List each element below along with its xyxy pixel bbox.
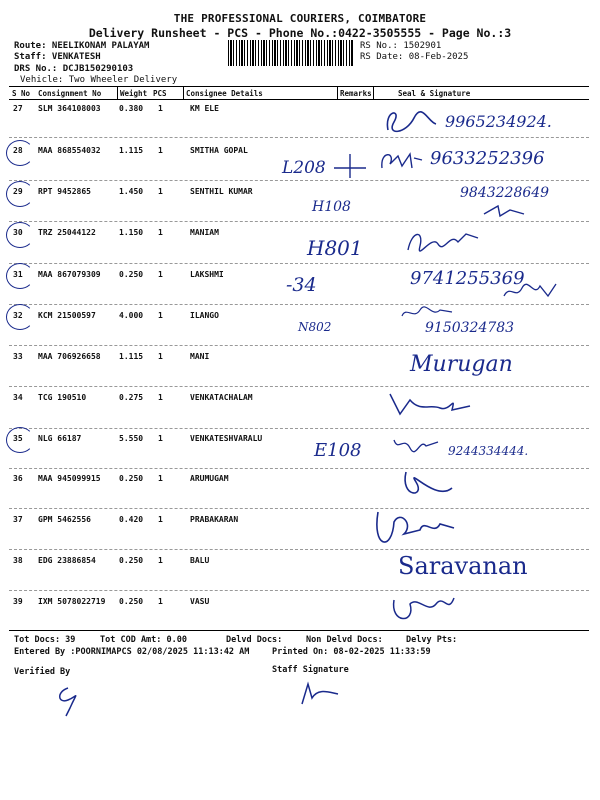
row-weight: 5.550 xyxy=(119,434,144,443)
remark-tick xyxy=(330,150,370,180)
vehicle-label: Vehicle: Two Wheeler Delivery xyxy=(20,75,178,85)
row-consignee: VASU xyxy=(190,597,210,606)
handwritten-remark: H108 xyxy=(312,199,351,215)
col-header-pcs: PCS xyxy=(153,89,167,98)
row-consignee: ARUMUGAM xyxy=(190,474,229,483)
route-label: Route: NEELIKONAM PALAYAM xyxy=(14,41,150,51)
signature-scribble xyxy=(388,590,458,626)
row-consignment: GPM 5462556 xyxy=(38,515,91,524)
signature-scribble xyxy=(386,386,486,422)
row-consignment: EDG 23886854 xyxy=(38,556,96,565)
row-pcs: 1 xyxy=(158,556,163,565)
handwritten-remark: L208 xyxy=(282,158,326,178)
row-consignment: MAA 945099915 xyxy=(38,474,101,483)
row-divider xyxy=(9,428,589,429)
row-pcs: 1 xyxy=(158,474,163,483)
table-header-rule xyxy=(9,99,589,100)
signature-scribble xyxy=(370,508,460,554)
handwritten-phone: 9633252396 xyxy=(430,148,545,169)
signature-scribble xyxy=(380,104,440,138)
signature-scribble xyxy=(376,146,426,176)
row-pcs: 1 xyxy=(158,597,163,606)
row-weight: 0.250 xyxy=(119,556,144,565)
col-header-consignment: Consignment No xyxy=(38,89,102,98)
row-pcs: 1 xyxy=(158,187,163,196)
row-consignment: TRZ 25044122 xyxy=(38,228,96,237)
row-sno: 31 xyxy=(13,270,23,279)
handwritten-remark: H801 xyxy=(307,236,363,260)
row-consignment: MAA 867079309 xyxy=(38,270,101,279)
row-sno: 29 xyxy=(13,187,23,196)
handwritten-name: Saravanan xyxy=(398,552,528,580)
row-consignment: MAA 868554032 xyxy=(38,146,101,155)
entered-by: Entered By :POORNIMAPCS 02/08/2025 11:13:42 AM xyxy=(14,647,250,657)
row-sno: 34 xyxy=(13,393,23,402)
row-divider xyxy=(9,468,589,469)
row-sno: 35 xyxy=(13,434,23,443)
row-consignee: MANIAM xyxy=(190,228,219,237)
handwritten-phone: 9965234924. xyxy=(445,112,552,131)
row-consignment: KCM 21500597 xyxy=(38,311,96,320)
row-weight: 1.115 xyxy=(119,146,144,155)
col-header-seal: Seal & Signature xyxy=(398,89,471,98)
verifier-signature xyxy=(52,684,82,718)
row-sno: 33 xyxy=(13,352,23,361)
row-weight: 1.450 xyxy=(119,187,144,196)
delivered-docs: Delvd Docs: xyxy=(226,635,283,645)
runsheet-title: Delivery Runsheet - PCS - Phone No.:0422-3505555 - Page No.:3 xyxy=(88,26,512,40)
col-header-weight: Weight xyxy=(120,89,148,98)
row-weight: 1.115 xyxy=(119,352,144,361)
rs-number: RS No.: 1502901 xyxy=(360,41,442,51)
row-sno: 27 xyxy=(13,104,23,113)
handwritten-remark: E108 xyxy=(314,440,362,461)
row-consignee: KM ELE xyxy=(190,104,219,113)
signature-scribble xyxy=(480,202,530,222)
row-weight: 1.150 xyxy=(119,228,144,237)
row-consignee: LAKSHMI xyxy=(190,270,224,279)
row-pcs: 1 xyxy=(158,515,163,524)
row-sno: 32 xyxy=(13,311,23,320)
row-divider xyxy=(9,590,589,591)
circle-mark xyxy=(6,140,34,166)
row-sno: 38 xyxy=(13,556,23,565)
circle-mark xyxy=(6,263,34,289)
circle-mark xyxy=(6,427,34,453)
company-name: THE PROFESSIONAL COURIERS, COIMBATORE xyxy=(173,12,427,25)
signature-scribble xyxy=(396,468,456,510)
col-header-sno: S No xyxy=(12,89,31,98)
verified-by-label: Verified By xyxy=(14,667,71,677)
row-weight: 0.380 xyxy=(119,104,144,113)
total-docs: Tot Docs: 39 xyxy=(14,635,76,645)
row-pcs: 1 xyxy=(158,270,163,279)
staff-label: Staff: VENKATESH xyxy=(14,52,101,62)
row-sno: 39 xyxy=(13,597,23,606)
staff-signature xyxy=(298,678,342,708)
row-consignee: ILANGO xyxy=(190,311,219,320)
handwritten-remark: -34 xyxy=(286,274,317,296)
staff-signature-label: Staff Signature xyxy=(272,665,349,675)
signature-scribble xyxy=(404,226,484,256)
handwritten-phone: 9244334444. xyxy=(448,444,529,458)
table-top-rule xyxy=(9,86,589,87)
non-delivered-docs: Non Delvd Docs: xyxy=(306,635,383,645)
row-divider xyxy=(9,345,589,346)
row-weight: 0.420 xyxy=(119,515,144,524)
row-pcs: 1 xyxy=(158,434,163,443)
rs-date: RS Date: 08-Feb-2025 xyxy=(360,52,469,62)
row-divider xyxy=(9,263,589,264)
total-cod-amount: Tot COD Amt: 0.00 xyxy=(100,635,187,645)
row-pcs: 1 xyxy=(158,146,163,155)
col-header-remarks: Remarks xyxy=(340,89,372,98)
col-divider xyxy=(337,86,338,99)
row-consignment: IXM 5078022719 xyxy=(38,597,106,606)
row-pcs: 1 xyxy=(158,393,163,402)
row-sno: 36 xyxy=(13,474,23,483)
col-header-consignee: Consignee Details xyxy=(186,89,263,98)
handwritten-phone: 9741255369 xyxy=(410,268,525,289)
row-consignee: VENKATACHALAM xyxy=(190,393,253,402)
row-divider xyxy=(9,549,589,550)
row-divider xyxy=(9,180,589,181)
handwritten-remark: N802 xyxy=(298,320,332,334)
table-bottom-rule xyxy=(9,630,589,631)
circle-mark xyxy=(6,222,34,248)
col-divider xyxy=(373,86,374,99)
row-sno: 28 xyxy=(13,146,23,155)
row-consignee: SENTHIL KUMAR xyxy=(190,187,253,196)
row-consignee: SMITHA GOPAL xyxy=(190,146,248,155)
barcode xyxy=(228,40,353,66)
row-consignee: VENKATESHVARALU xyxy=(190,434,263,443)
row-weight: 0.250 xyxy=(119,270,144,279)
signature-scribble xyxy=(500,278,560,304)
drs-number: DRS No.: DCJB150290103 xyxy=(14,64,134,74)
row-consignee: MANI xyxy=(190,352,210,361)
handwritten-name: Murugan xyxy=(410,352,513,377)
row-consignment: SLM 364108003 xyxy=(38,104,101,113)
handwritten-phone: 9150324783 xyxy=(425,320,515,336)
row-divider xyxy=(9,508,589,509)
row-divider xyxy=(9,137,589,138)
delivery-points: Delvy Pts: xyxy=(406,635,458,645)
row-weight: 0.250 xyxy=(119,474,144,483)
row-weight: 0.250 xyxy=(119,597,144,606)
row-consignment: MAA 706926658 xyxy=(38,352,101,361)
row-sno: 37 xyxy=(13,515,23,524)
col-divider xyxy=(183,86,184,99)
row-divider xyxy=(9,304,589,305)
row-consignment: NLG 66187 xyxy=(38,434,82,443)
signature-scribble xyxy=(390,430,446,456)
circle-mark xyxy=(6,181,34,207)
handwritten-phone: 9843228649 xyxy=(460,185,550,201)
row-consignee: BALU xyxy=(190,556,210,565)
col-divider xyxy=(117,86,118,99)
row-pcs: 1 xyxy=(158,104,163,113)
printed-on: Printed On: 08-02-2025 11:33:59 xyxy=(272,647,431,657)
row-sno: 30 xyxy=(13,228,23,237)
row-pcs: 1 xyxy=(158,352,163,361)
row-consignee: PRABAKARAN xyxy=(190,515,239,524)
signature-scribble xyxy=(398,304,458,322)
circle-mark xyxy=(6,304,34,330)
row-consignment: RPT 9452865 xyxy=(38,187,91,196)
row-weight: 0.275 xyxy=(119,393,144,402)
row-pcs: 1 xyxy=(158,228,163,237)
row-weight: 4.000 xyxy=(119,311,144,320)
row-consignment: TCG 190510 xyxy=(38,393,87,402)
row-pcs: 1 xyxy=(158,311,163,320)
row-divider xyxy=(9,386,589,387)
